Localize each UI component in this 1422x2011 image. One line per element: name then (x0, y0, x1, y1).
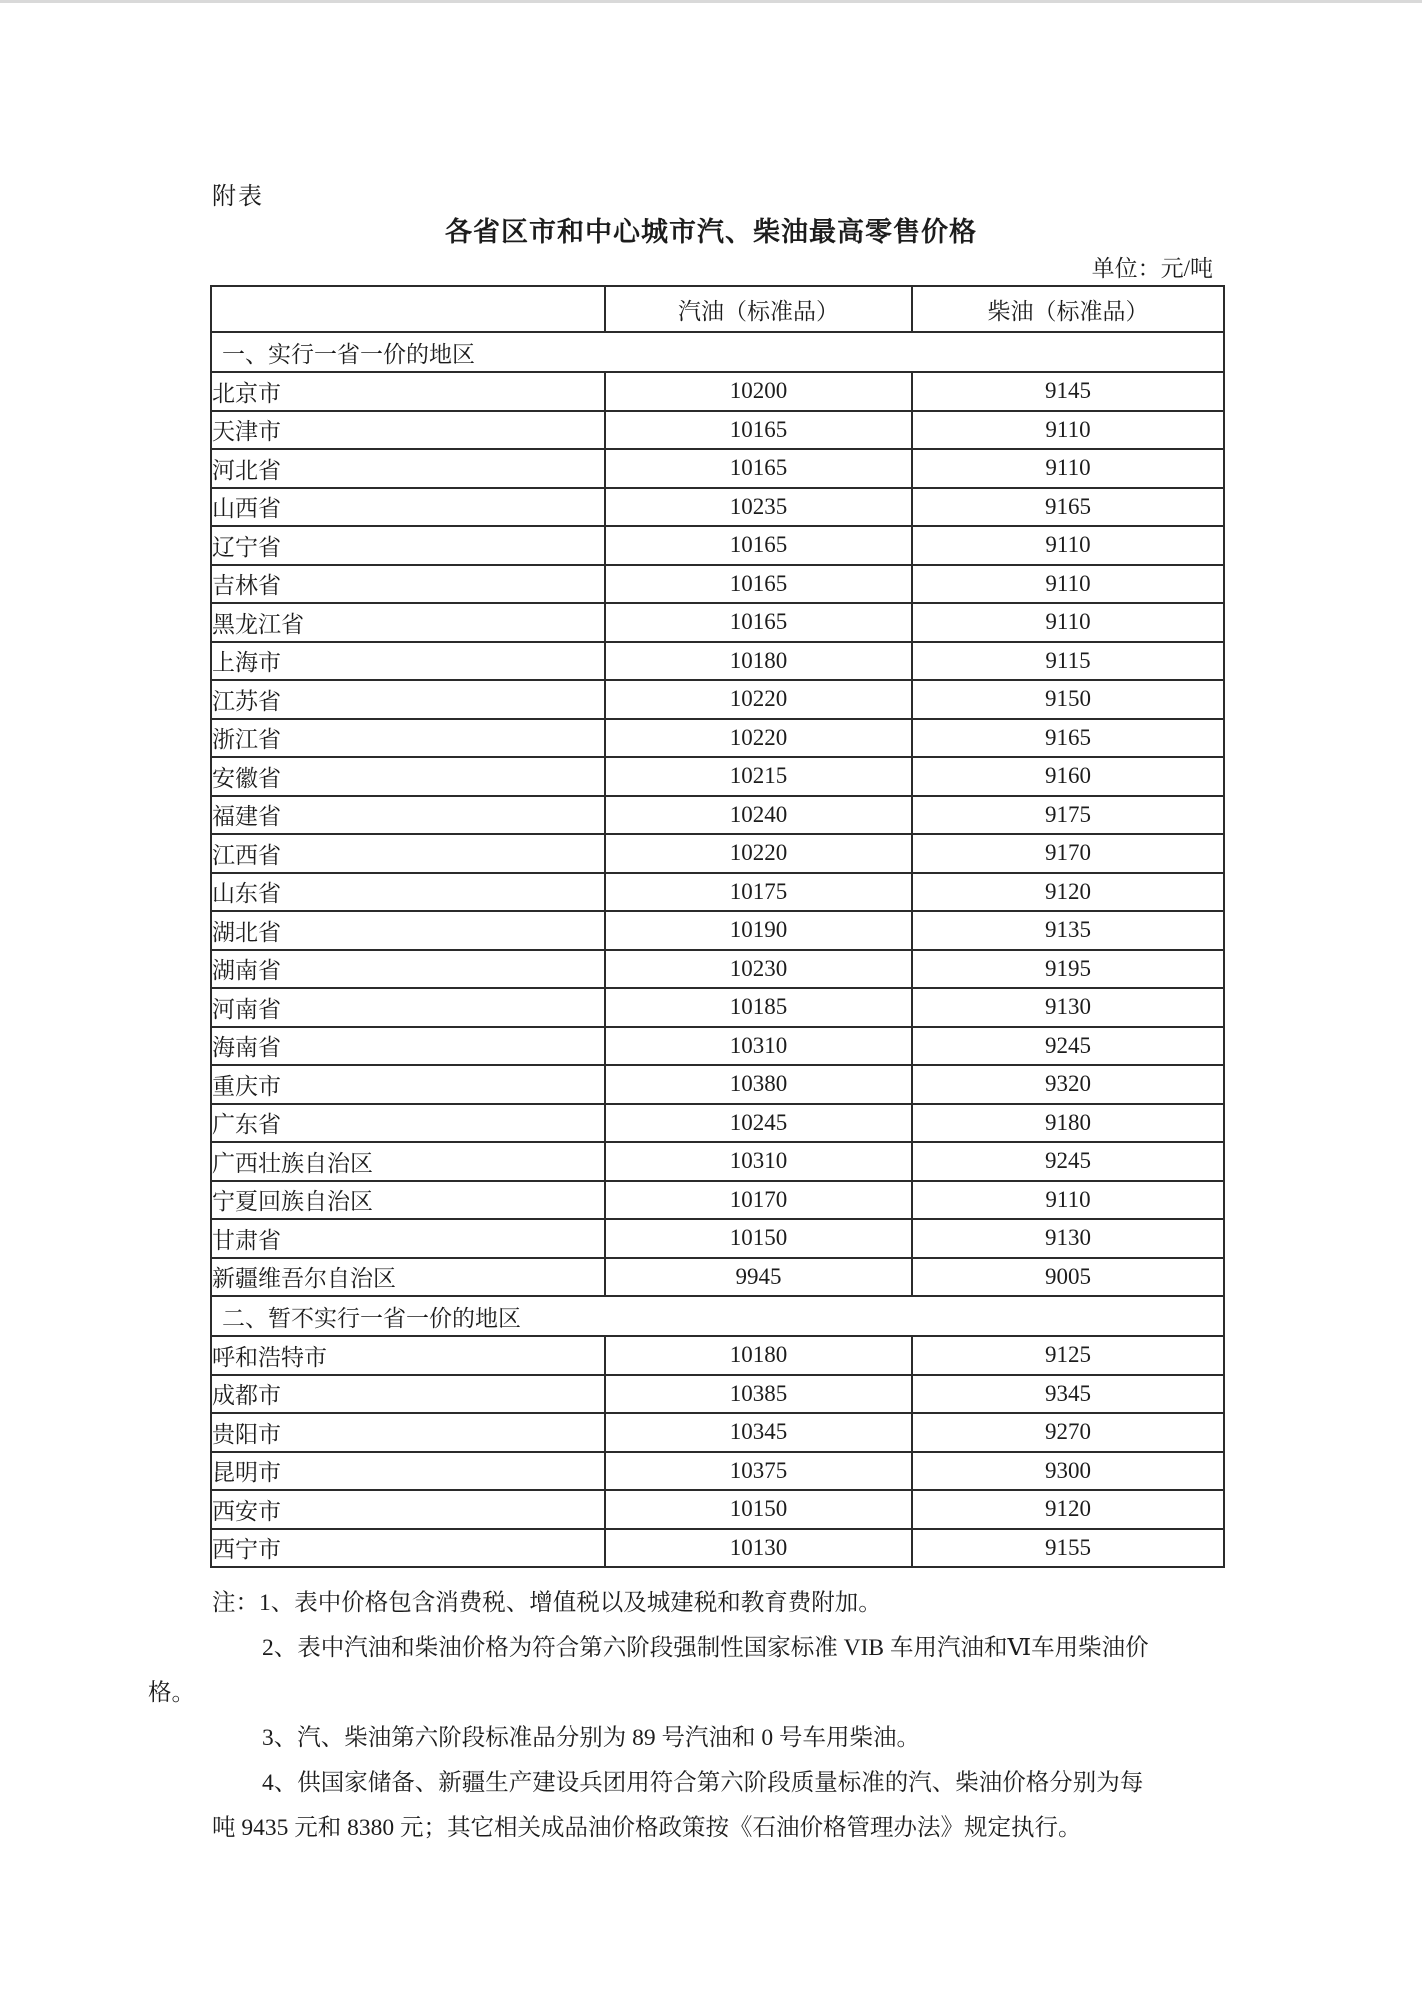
gasoline-price-cell: 10150 (605, 1490, 912, 1529)
table-row (211, 873, 1224, 912)
gasoline-price-cell: 9945 (605, 1258, 912, 1297)
table-row (211, 488, 1224, 527)
table-row (211, 1490, 1224, 1529)
region-cell: 吉林省 (211, 565, 605, 604)
diesel-price-cell: 9320 (912, 1065, 1224, 1104)
note-line-3: 格。 (148, 1680, 195, 1706)
table-row (211, 950, 1224, 989)
gasoline-price-cell: 10230 (605, 950, 912, 989)
diesel-price-cell: 9110 (912, 565, 1224, 604)
gasoline-price-cell: 10235 (605, 488, 912, 527)
window-top-edge (0, 0, 1422, 3)
region-cell: 成都市 (211, 1375, 605, 1414)
table-row (211, 411, 1224, 450)
region-cell: 江西省 (211, 834, 605, 873)
gasoline-price-cell: 10180 (605, 1336, 912, 1375)
region-cell: 贵阳市 (211, 1413, 605, 1452)
note-line-4: 3、汽、柴油第六阶段标准品分别为 89 号汽油和 0 号车用柴油。 (262, 1725, 920, 1751)
diesel-price-cell: 9245 (912, 1142, 1224, 1181)
region-cell: 昆明市 (211, 1452, 605, 1491)
gasoline-price-cell: 10215 (605, 757, 912, 796)
diesel-price-cell: 9110 (912, 411, 1224, 450)
gasoline-price-cell: 10180 (605, 642, 912, 681)
section-2-title: 二、暂不实行一省一价的地区 (211, 1296, 1224, 1336)
section-1-title: 一、实行一省一价的地区 (211, 332, 1224, 372)
table-row (211, 526, 1224, 565)
gasoline-price-cell: 10245 (605, 1104, 912, 1143)
diesel-price-cell: 9180 (912, 1104, 1224, 1143)
diesel-price-cell: 9120 (912, 1490, 1224, 1529)
gasoline-price-cell: 10380 (605, 1065, 912, 1104)
table-header-row (211, 286, 1224, 332)
gasoline-price-cell: 10185 (605, 988, 912, 1027)
gasoline-price-cell: 10375 (605, 1452, 912, 1491)
diesel-price-cell: 9005 (912, 1258, 1224, 1297)
attachment-label: 附表 (212, 184, 264, 210)
diesel-price-cell: 9165 (912, 488, 1224, 527)
table-row (211, 449, 1224, 488)
gasoline-price-cell: 10165 (605, 603, 912, 642)
diesel-price-cell: 9150 (912, 680, 1224, 719)
region-cell: 浙江省 (211, 719, 605, 758)
region-cell: 河北省 (211, 449, 605, 488)
table-row (211, 1219, 1224, 1258)
table-row (211, 911, 1224, 950)
gasoline-price-cell: 10165 (605, 526, 912, 565)
table-row (211, 1375, 1224, 1414)
diesel-price-cell: 9195 (912, 950, 1224, 989)
table-row (211, 988, 1224, 1027)
table-row (211, 565, 1224, 604)
region-cell: 黑龙江省 (211, 603, 605, 642)
page-title: 各省区市和中心城市汽、柴油最高零售价格 (445, 217, 977, 247)
diesel-price-cell: 9165 (912, 719, 1224, 758)
gasoline-price-cell: 10200 (605, 372, 912, 411)
diesel-price-cell: 9175 (912, 796, 1224, 835)
table-row (211, 1413, 1224, 1452)
gasoline-price-cell: 10190 (605, 911, 912, 950)
gasoline-price-cell: 10310 (605, 1027, 912, 1066)
table-row (211, 642, 1224, 681)
table-row (211, 1452, 1224, 1491)
region-cell: 西安市 (211, 1490, 605, 1529)
diesel-price-cell: 9135 (912, 911, 1224, 950)
region-cell: 山东省 (211, 873, 605, 912)
gasoline-price-cell: 10220 (605, 719, 912, 758)
diesel-price-cell: 9245 (912, 1027, 1224, 1066)
price-table (210, 285, 1225, 1568)
diesel-price-cell: 9110 (912, 1181, 1224, 1220)
note-line-5: 4、供国家储备、新疆生产建设兵团用符合第六阶段质量标准的汽、柴油价格分别为每 (262, 1770, 1144, 1796)
gasoline-price-cell: 10175 (605, 873, 912, 912)
table-row (211, 1529, 1224, 1568)
table-row (211, 834, 1224, 873)
region-cell: 新疆维吾尔自治区 (211, 1258, 605, 1297)
gasoline-price-cell: 10130 (605, 1529, 912, 1568)
region-cell: 呼和浩特市 (211, 1336, 605, 1375)
region-cell: 湖南省 (211, 950, 605, 989)
table-row (211, 603, 1224, 642)
table-row (211, 1065, 1224, 1104)
gasoline-price-cell: 10170 (605, 1181, 912, 1220)
table-row (211, 796, 1224, 835)
note-line-6: 吨 9435 元和 8380 元；其它相关成品油价格政策按《石油价格管理办法》规定执行。 (212, 1815, 1082, 1841)
diesel-price-cell: 9120 (912, 873, 1224, 912)
gasoline-price-cell: 10345 (605, 1413, 912, 1452)
region-cell: 江苏省 (211, 680, 605, 719)
gasoline-price-cell: 10150 (605, 1219, 912, 1258)
table-row (211, 372, 1224, 411)
gasoline-column-header: 汽油（标准品） (605, 286, 912, 332)
region-cell: 海南省 (211, 1027, 605, 1066)
section-1-header-row (211, 332, 1224, 372)
gasoline-price-cell: 10240 (605, 796, 912, 835)
note-line-1: 注：1、表中价格包含消费税、增值税以及城建税和教育费附加。 (212, 1590, 882, 1616)
diesel-price-cell: 9155 (912, 1529, 1224, 1568)
region-cell: 宁夏回族自治区 (211, 1181, 605, 1220)
diesel-price-cell: 9160 (912, 757, 1224, 796)
table-row (211, 1336, 1224, 1375)
notes-block (0, 1581, 1422, 1851)
region-cell: 广西壮族自治区 (211, 1142, 605, 1181)
diesel-price-cell: 9110 (912, 526, 1224, 565)
section-2-header-row (211, 1296, 1224, 1336)
diesel-price-cell: 9270 (912, 1413, 1224, 1452)
region-cell: 山西省 (211, 488, 605, 527)
diesel-price-cell: 9125 (912, 1336, 1224, 1375)
gasoline-price-cell: 10310 (605, 1142, 912, 1181)
region-cell: 广东省 (211, 1104, 605, 1143)
gasoline-price-cell: 10165 (605, 411, 912, 450)
diesel-price-cell: 9130 (912, 988, 1224, 1027)
region-cell: 安徽省 (211, 757, 605, 796)
region-cell: 上海市 (211, 642, 605, 681)
diesel-column-header: 柴油（标准品） (912, 286, 1224, 332)
table-row (211, 1027, 1224, 1066)
region-cell: 湖北省 (211, 911, 605, 950)
gasoline-price-cell: 10165 (605, 449, 912, 488)
diesel-price-cell: 9110 (912, 449, 1224, 488)
region-cell: 辽宁省 (211, 526, 605, 565)
region-column-header (211, 286, 605, 332)
gasoline-price-cell: 10165 (605, 565, 912, 604)
diesel-price-cell: 9110 (912, 603, 1224, 642)
diesel-price-cell: 9345 (912, 1375, 1224, 1414)
table-row (211, 719, 1224, 758)
region-cell: 甘肃省 (211, 1219, 605, 1258)
table-row (211, 1181, 1224, 1220)
table-row (211, 757, 1224, 796)
region-cell: 西宁市 (211, 1529, 605, 1568)
diesel-price-cell: 9145 (912, 372, 1224, 411)
region-cell: 天津市 (211, 411, 605, 450)
region-cell: 河南省 (211, 988, 605, 1027)
region-cell: 北京市 (211, 372, 605, 411)
note-line-2: 2、表中汽油和柴油价格为符合第六阶段强制性国家标准 VIB 车用汽油和Ⅵ车用柴油价 (262, 1635, 1149, 1661)
region-cell: 重庆市 (211, 1065, 605, 1104)
table-row (211, 1258, 1224, 1297)
diesel-price-cell: 9115 (912, 642, 1224, 681)
region-cell: 福建省 (211, 796, 605, 835)
gasoline-price-cell: 10385 (605, 1375, 912, 1414)
diesel-price-cell: 9130 (912, 1219, 1224, 1258)
diesel-price-cell: 9170 (912, 834, 1224, 873)
gasoline-price-cell: 10220 (605, 680, 912, 719)
table-row (211, 680, 1224, 719)
gasoline-price-cell: 10220 (605, 834, 912, 873)
table-row (211, 1104, 1224, 1143)
unit-label: 单位：元/吨 (1091, 256, 1213, 281)
diesel-price-cell: 9300 (912, 1452, 1224, 1491)
table-row (211, 1142, 1224, 1181)
